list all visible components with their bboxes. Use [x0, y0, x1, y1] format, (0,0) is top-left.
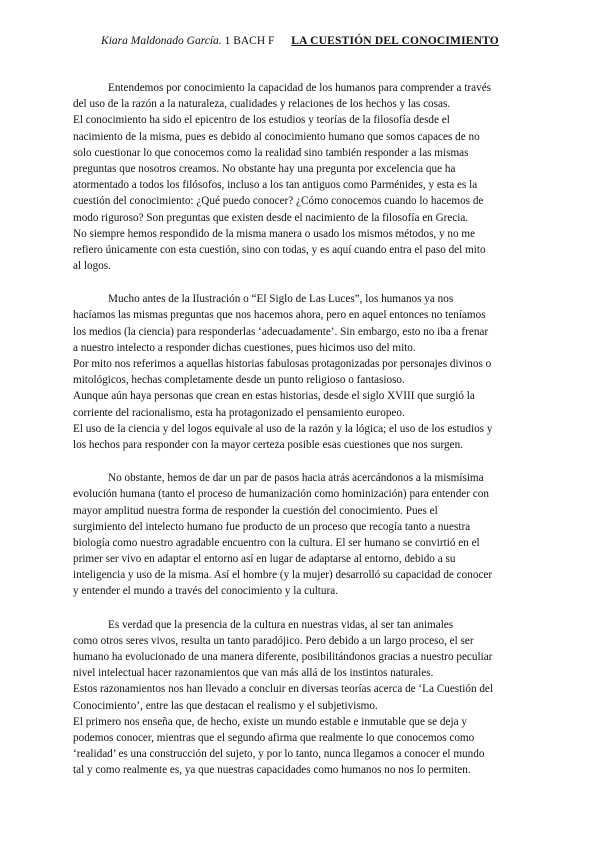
- paragraph-2: [73, 291, 535, 453]
- paragraph-line: inteligencia y uso de la misma. Así el hombre (y la mujer) desarrolló su capacidad de conocer: [73, 569, 493, 582]
- paragraph-line: hacíamos las mismas preguntas que nos hacemos ahora, pero en aquel entonces no teníamos: [73, 309, 486, 322]
- paragraph-line: primer ser vivo en adaptar el entorno así en lugar de adaptarse al entorno, debido a su: [73, 553, 456, 566]
- paragraph-line: surgimiento del intelecto humano fue producto de un proceso que recogía tanto a nuestra: [73, 520, 471, 533]
- paragraph-line: El primero nos enseña que, de hecho, existe un mundo estable e inmutable que se deja y: [73, 715, 467, 728]
- paragraph-line: los medios (la ciencia) para responderlas ‘adecuadamente’. Sin embargo, esto no iba a frenar: [73, 325, 489, 338]
- paragraph-line: tal y como realmente es, ya que nuestras capacidades como humanos no nos lo permiten.: [73, 764, 471, 777]
- paragraph-line: los hechos para responder con la mayor certeza posible esas cuestiones que nos surgen.: [73, 438, 463, 451]
- course-label: 1 BACH F: [224, 35, 275, 47]
- paragraph-line: Aunque aún haya personas que crean en estas historias, desde el siglo XVIII que surgió la: [73, 390, 475, 403]
- author-name: Kiara Maldonado García.: [101, 35, 222, 47]
- paragraph-1: [73, 80, 535, 274]
- paragraph-line: humano ha evolucionado de una manera diferente, posibilitándonos gracias a nuestro peculiar: [73, 651, 493, 663]
- paragraph-line: nivel intelectual hacer razonamientos que van más allá de los instintos naturales.: [73, 667, 434, 680]
- paragraph-line: refiero únicamente con esta cuestión, sino con todas, y es aquí cuando entra el paso del mito: [73, 243, 486, 256]
- paragraph-line: al logos.: [73, 260, 111, 273]
- paragraph-line: No siempre hemos respondido de la misma manera o usado los mismos métodos, y no me: [73, 227, 476, 240]
- paragraph-line: y entender el mundo a través del conocimiento y la cultura.: [73, 585, 338, 598]
- paragraph-line: modo riguroso? Son preguntas que existen desde el nacimiento de la filosofía en Grecia.: [73, 211, 469, 224]
- paragraph-line: mitológicos, hechas completamente desde un punto religioso o fantasioso.: [73, 374, 405, 387]
- paragraph-line: podemos conocer, mientras que el segundo afirma que realmente lo que conocemos como: [73, 731, 475, 744]
- page-header: [0, 35, 600, 47]
- document-title: LA CUESTIÓN DEL CONOCIMIENTO: [291, 35, 499, 47]
- paragraph-line: No obstante, hemos de dar un par de pasos hacia atrás acercándonos a la mismísima: [108, 472, 484, 485]
- paragraph-line: como otros seres vivos, resulta un tanto paradójico. Pero debido a un largo proceso, el ser: [73, 634, 474, 647]
- paragraph-line: Por mito nos referimos a aquellas historias fabulosas protagonizadas por personajes divinos o: [73, 358, 492, 370]
- paragraph-line: Mucho antes de la Ilustración o “El Siglo de Las Luces”, los humanos ya nos: [108, 293, 454, 306]
- paragraph-line: preguntas que nosotros creamos. No obstante hay una pregunta por excelencia que ha: [73, 162, 456, 175]
- paragraph-line: El uso de la ciencia y del logos equivale al uso de la razón y la lógica; el uso de los estudios y: [73, 422, 493, 435]
- paragraph-line: biología como nuestro agradable encuentro con la cultura. El ser humano se convirtió en el: [73, 536, 480, 549]
- paragraph-line: del uso de la razón a la naturaleza, cualidades y relaciones de los hechos y las cosas.: [73, 98, 451, 111]
- paragraph-line: Conocimiento’, entre las que destacan el realismo y el subjetivismo.: [73, 699, 378, 712]
- paragraph-line: ‘realidad’ es una construcción del sujeto, y por lo tanto, nunca llegamos a conocer el mundo: [73, 748, 485, 761]
- paragraph-line: corriente del racionalismo, esta ha protagonizado el pensamiento europeo.: [73, 406, 405, 419]
- paragraph-line: Es verdad que la presencia de la cultura en nuestras vidas, al ser tan animales: [108, 618, 454, 631]
- paragraph-3: [73, 470, 535, 600]
- paragraph-line: El conocimiento ha sido el epicentro de los estudios y teorías de la filosofía desde el: [73, 114, 450, 127]
- paragraph-line: Estos razonamientos nos han llevado a concluir en diversas teorías acerca de ‘La Cuestión del: [73, 683, 494, 696]
- paragraph-line: mayor amplitud nuestra forma de responder la cuestión del conocimiento. Pues el: [73, 504, 438, 517]
- paragraph-line: Entendemos por conocimiento la capacidad de los humanos para comprender a través: [108, 82, 492, 94]
- paragraph-4: [73, 617, 535, 779]
- paragraph-line: solo cuestionar lo que conocemos como la realidad sino también responder a las mismas: [73, 146, 469, 159]
- paragraph-line: atormentado a todos los filósofos, incluso a los tan antiguos como Parménides, y esta es la: [73, 179, 478, 192]
- paragraph-line: evolución humana (tanto el proceso de humanización como hominización) para entender con: [73, 488, 489, 501]
- paragraph-line: a nuestro intelecto a responder dichas cuestiones, pues hicimos uso del mito.: [73, 341, 416, 354]
- paragraph-line: cuestión del conocimiento: ¿Qué puedo conocer? ¿Cómo conocemos cuando lo hacemos de: [73, 195, 484, 208]
- paragraph-line: nacimiento de la misma, pues es debido al conocimiento humano que somos capaces de no: [73, 130, 480, 143]
- document-body: [73, 80, 535, 796]
